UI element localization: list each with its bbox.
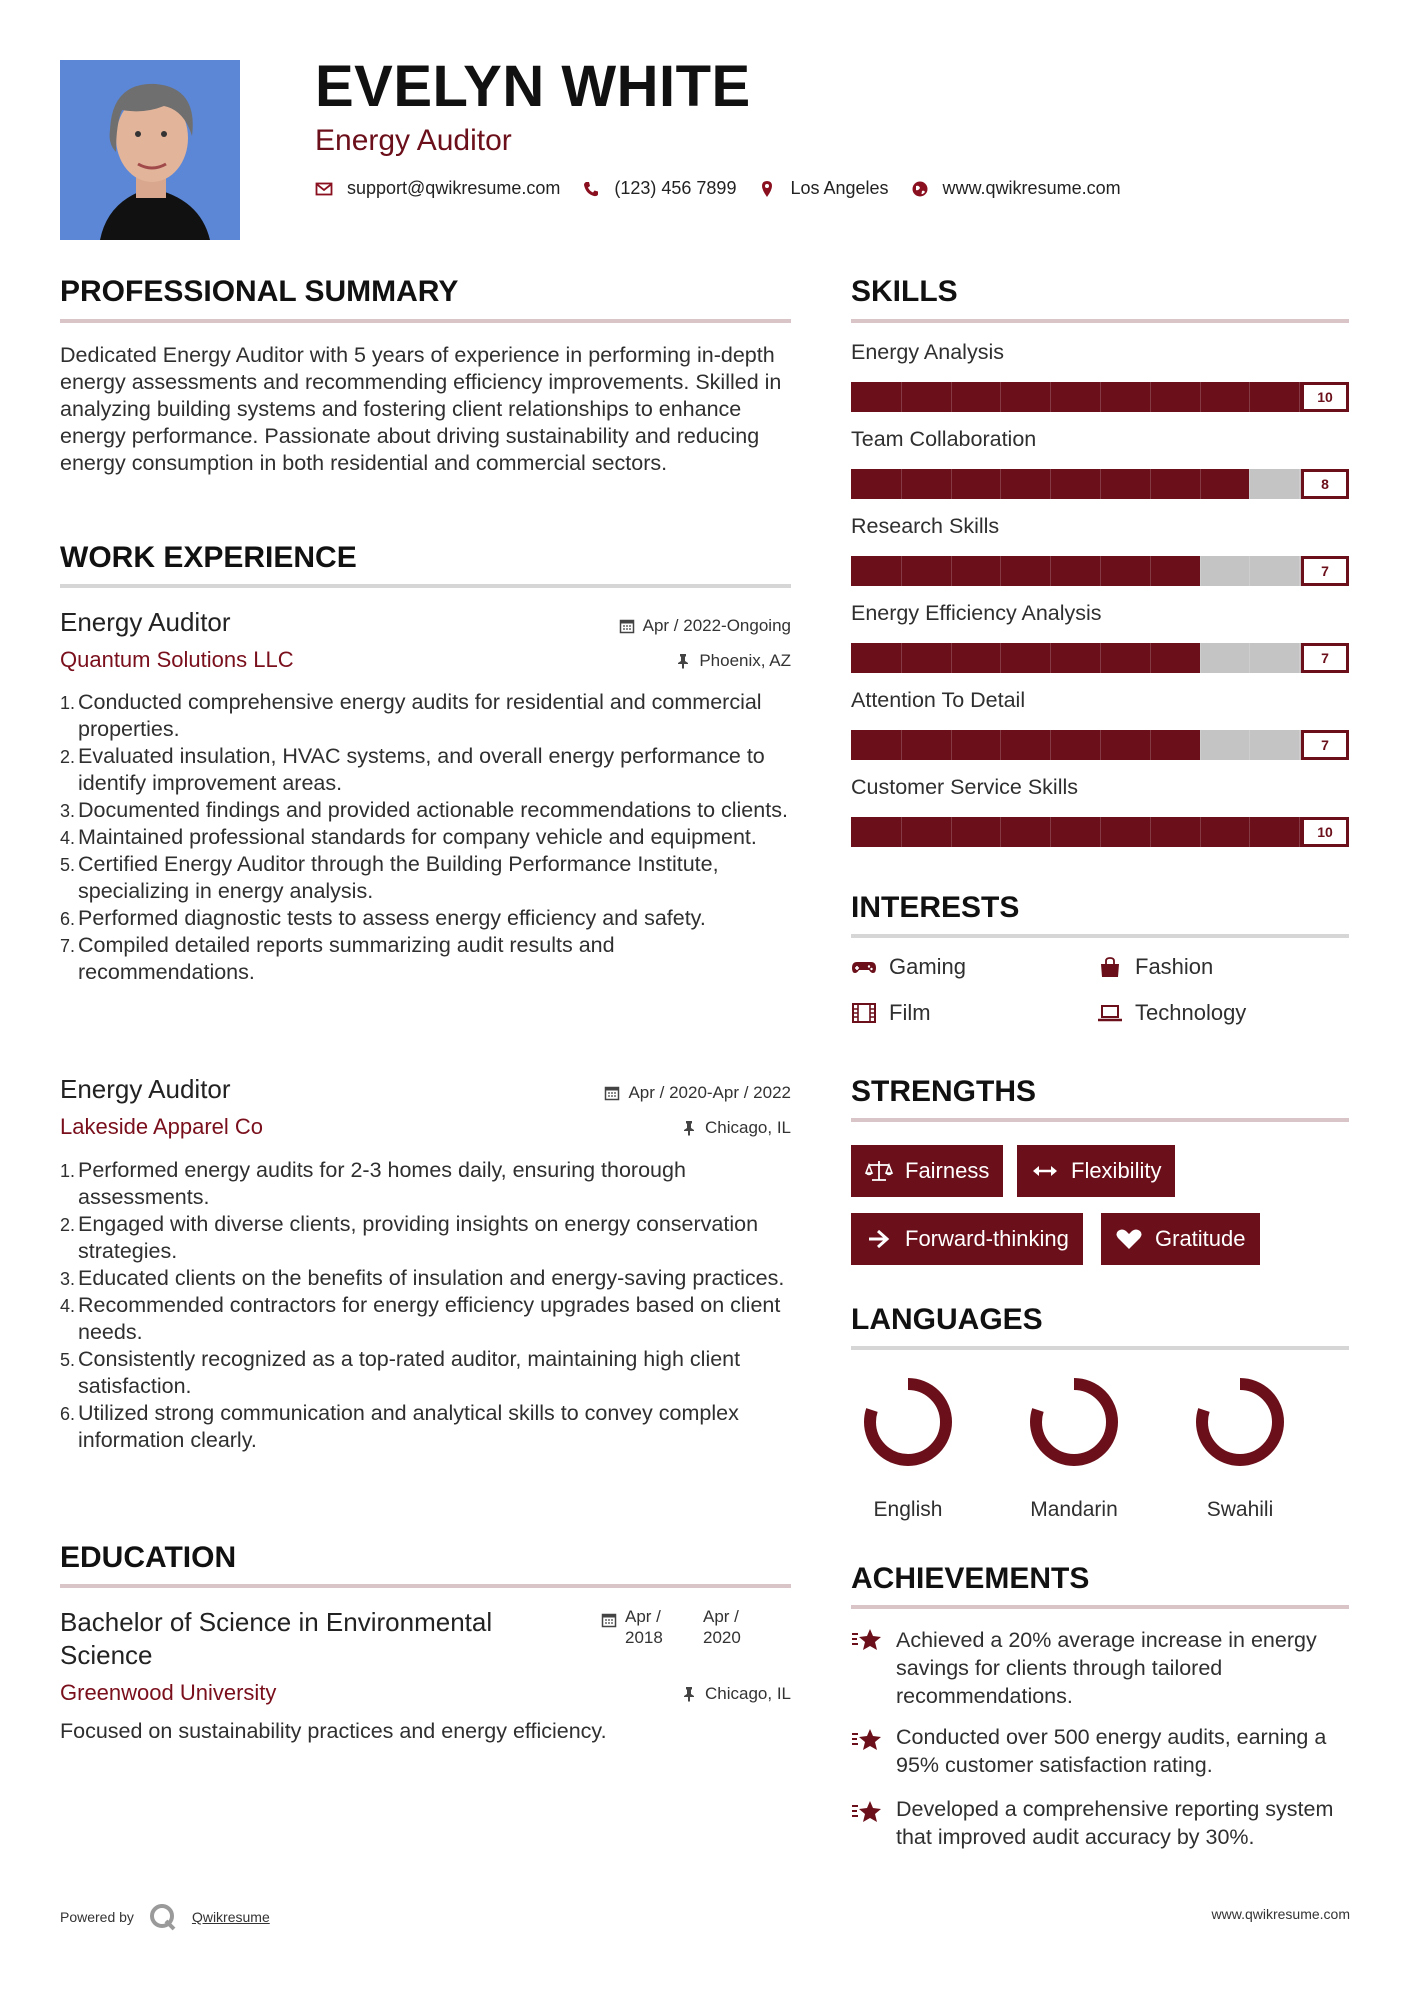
language-ring <box>1024 1372 1124 1472</box>
map-pin-icon <box>758 180 776 198</box>
shopping-bag-icon <box>1097 956 1123 978</box>
interest-label: Technology <box>1135 1000 1247 1025</box>
list-item: Evaluated insulation, HVAC systems, and overall energy performance to identify improvement areas. <box>78 744 765 795</box>
skill-level-value: 10 <box>1301 817 1349 847</box>
list-item: Maintained professional standards for company vehicle and equipment. <box>78 825 757 849</box>
powered-by-text: Powered by <box>60 1909 134 1925</box>
job-location-text: Phoenix, AZ <box>699 651 791 670</box>
job-dates <box>619 616 791 636</box>
list-item: Educated clients on the benefits of insulation and energy-saving practices. <box>78 1266 785 1290</box>
skill-segment-divider <box>1150 469 1151 499</box>
skill-segment-divider <box>951 469 952 499</box>
candidate-name: EVELYN WHITE <box>315 54 751 119</box>
strength-chip <box>851 1213 1083 1265</box>
skill-segment-divider <box>1100 730 1101 760</box>
language-item <box>1024 1372 1124 1522</box>
profile-photo <box>60 60 240 240</box>
scale-icon <box>865 1159 893 1183</box>
strength-label: Gratitude <box>1155 1226 1246 1251</box>
skill-level-value: 7 <box>1301 556 1349 586</box>
job-location-text: Chicago, IL <box>705 1118 791 1137</box>
skill-segment-divider <box>951 643 952 673</box>
job-company: Lakeside Apparel Co <box>60 1114 264 1139</box>
list-item: Performed energy audits for 2-3 homes daily, ensuring thorough assessments. <box>78 1158 686 1209</box>
job-location <box>675 651 791 671</box>
skill-segment-divider <box>1150 382 1151 412</box>
list-item: Performed diagnostic tests to assess energy efficiency and safety. <box>78 906 706 930</box>
footer-url[interactable]: www.qwikresume.com <box>1211 1906 1350 1922</box>
strength-chip <box>1017 1145 1175 1197</box>
skill-segment-divider <box>1100 817 1101 847</box>
skill-segment-divider <box>1000 643 1001 673</box>
achievement-item: Developed a comprehensive reporting system that improved audit accuracy by 30%. <box>896 1797 1334 1849</box>
language-ring <box>858 1372 958 1472</box>
language-name: Mandarin <box>1030 1498 1118 1521</box>
education-location-text: Chicago, IL <box>705 1684 791 1703</box>
skill-segment-divider <box>1100 382 1101 412</box>
contact-website[interactable] <box>911 178 1121 199</box>
skill-segment-divider <box>901 469 902 499</box>
skill-segment-divider <box>1050 469 1051 499</box>
skill-fill <box>851 730 1200 760</box>
education-dates <box>601 1606 755 1648</box>
job-dates <box>604 1083 791 1103</box>
skill-level-value: 7 <box>1301 643 1349 673</box>
interest-label: Film <box>889 1000 931 1025</box>
skill-segment-divider <box>1150 730 1151 760</box>
skill-level-value: 7 <box>1301 730 1349 760</box>
contact-bar <box>315 178 1143 199</box>
skill-segment-divider <box>1150 556 1151 586</box>
skill-segment-divider <box>1200 469 1201 499</box>
skill-segment-divider <box>1050 643 1051 673</box>
skill-segment-divider <box>1150 643 1151 673</box>
skill-bar <box>851 817 1349 847</box>
job-location <box>681 1118 791 1138</box>
candidate-title: Energy Auditor <box>315 124 512 157</box>
qwikresume-link[interactable]: Qwikresume <box>191 1909 270 1925</box>
skill-level-value: 8 <box>1301 469 1349 499</box>
job-company: Quantum Solutions LLC <box>60 647 294 672</box>
skill-segment-divider <box>1150 817 1151 847</box>
skill-segment-divider <box>1050 817 1051 847</box>
interest-item <box>851 954 966 980</box>
skill-bar <box>851 730 1349 760</box>
skill-segment-divider <box>1249 382 1250 412</box>
list-item: Documented findings and provided actionable recommendations to clients. <box>78 798 788 822</box>
summary-text: Dedicated Energy Auditor with 5 years of experience in performing in-depth energy assessments and recommending efficiency improvements. Skilled in analyzing building systems and fostering client relationships to enhance energy performance. Passionate about driving sustainability and reducing energy consumption in both residential and commercial sectors. <box>60 343 782 475</box>
pushpin-icon <box>681 1120 697 1136</box>
laptop-icon <box>1097 1002 1123 1024</box>
interest-item <box>851 1000 931 1026</box>
footer-powered-by <box>60 1902 270 1932</box>
skill-fill <box>851 556 1200 586</box>
list-item: Consistently recognized as a top-rated auditor, maintaining high client satisfaction. <box>78 1347 741 1398</box>
calendar-icon <box>619 618 635 634</box>
skill-bar <box>851 469 1349 499</box>
achievements-heading: ACHIEVEMENTS <box>851 1562 1090 1595</box>
interests-divider <box>851 934 1349 938</box>
pushpin-icon <box>681 1686 697 1702</box>
skill-segment-divider <box>1000 817 1001 847</box>
skill-segment-divider <box>901 817 902 847</box>
job-bullets <box>60 689 795 986</box>
skill-segment-divider <box>1200 730 1201 760</box>
globe-icon <box>911 180 929 198</box>
skill-segment-divider <box>951 817 952 847</box>
interest-label: Gaming <box>889 954 967 979</box>
list-item: Certified Energy Auditor through the Building Performance Institute, specializing in energy analysis. <box>78 852 719 903</box>
skill-segment-divider <box>1249 730 1250 760</box>
skill-bar <box>851 556 1349 586</box>
education-description: Focused on sustainability practices and energy efficiency. <box>60 1719 607 1743</box>
skill-segment-divider <box>1000 730 1001 760</box>
strength-label: Fairness <box>905 1158 990 1183</box>
strength-chip <box>851 1145 1003 1197</box>
language-item <box>858 1372 958 1522</box>
arrows-horizontal-icon <box>1031 1159 1059 1183</box>
summary-heading: PROFESSIONAL SUMMARY <box>60 275 459 308</box>
skill-segment-divider <box>1200 643 1201 673</box>
education-divider <box>60 1584 791 1588</box>
education-end: Apr / 2020 <box>703 1607 741 1647</box>
list-item: Engaged with diverse clients, providing insights on energy conservation strategies. <box>78 1212 759 1263</box>
list-item: Conducted comprehensive energy audits for residential and commercial properties. <box>78 690 762 741</box>
envelope-icon <box>315 180 333 198</box>
interests-heading: INTERESTS <box>851 891 1020 924</box>
skill-label: Customer Service Skills <box>851 775 1078 799</box>
contact-phone[interactable] <box>582 178 736 199</box>
achievement-item: Achieved a 20% average increase in energy savings for clients through tailored recommendations. <box>896 1628 1317 1708</box>
strength-label: Forward-thinking <box>905 1226 1069 1251</box>
job-dates-text: Apr / 2022-Ongoing <box>642 616 791 635</box>
skill-segment-divider <box>1100 643 1101 673</box>
pushpin-icon <box>675 653 691 669</box>
strength-chip <box>1101 1213 1260 1265</box>
summary-divider <box>60 319 791 323</box>
education-heading: EDUCATION <box>60 1541 237 1574</box>
list-item: Recommended contractors for energy efficiency upgrades based on client needs. <box>78 1293 781 1344</box>
skill-segment-divider <box>1050 730 1051 760</box>
language-item <box>1190 1372 1290 1522</box>
skill-segment-divider <box>1249 556 1250 586</box>
languages-heading: LANGUAGES <box>851 1303 1043 1336</box>
arrow-right-icon <box>865 1227 893 1251</box>
skill-segment-divider <box>901 730 902 760</box>
job-title: Energy Auditor <box>60 1074 231 1104</box>
skill-segment-divider <box>1200 556 1201 586</box>
skill-segment-divider <box>1249 643 1250 673</box>
skill-segment-divider <box>951 382 952 412</box>
contact-location <box>758 178 888 199</box>
education-degree: Bachelor of Science in Environmental Science <box>60 1607 493 1670</box>
gamepad-icon <box>851 956 877 978</box>
skill-segment-divider <box>1050 556 1051 586</box>
job-title: Energy Auditor <box>60 607 231 637</box>
skill-segment-divider <box>901 382 902 412</box>
skill-segment-divider <box>1249 469 1250 499</box>
skill-label: Research Skills <box>851 514 1000 538</box>
skill-segment-divider <box>1000 556 1001 586</box>
interest-label: Fashion <box>1135 954 1214 979</box>
qwikresume-logo-icon <box>148 1902 178 1932</box>
strength-label: Flexibility <box>1071 1158 1162 1183</box>
skill-segment-divider <box>1000 382 1001 412</box>
phone-text: (123) 456 7899 <box>614 178 737 198</box>
calendar-icon <box>604 1085 620 1101</box>
skill-segment-divider <box>951 730 952 760</box>
list-item: Utilized strong communication and analytical skills to convey complex information clearly. <box>78 1401 739 1452</box>
achievement-item: Conducted over 500 energy audits, earning a 95% customer satisfaction rating. <box>896 1725 1327 1777</box>
skills-divider <box>851 319 1349 323</box>
languages-divider <box>851 1346 1349 1350</box>
email-text: support@qwikresume.com <box>347 178 561 198</box>
heart-icon <box>1115 1227 1143 1251</box>
location-text: Los Angeles <box>790 178 889 198</box>
skill-bar <box>851 382 1349 412</box>
education-school: Greenwood University <box>60 1680 277 1705</box>
job-bullets <box>60 1157 795 1454</box>
education-location <box>681 1684 791 1704</box>
job-dates-text: Apr / 2020-Apr / 2022 <box>628 1083 791 1102</box>
skill-segment-divider <box>1100 469 1101 499</box>
language-ring <box>1190 1372 1290 1472</box>
skill-segment-divider <box>1200 817 1201 847</box>
skill-segment-divider <box>1200 382 1201 412</box>
website-text: www.qwikresume.com <box>942 178 1121 198</box>
skill-label: Attention To Detail <box>851 688 1026 712</box>
contact-email[interactable] <box>315 178 560 199</box>
language-name: English <box>873 1498 943 1521</box>
calendar-icon <box>601 1612 617 1628</box>
star-ribbon-icon <box>851 1798 883 1828</box>
achievements-divider <box>851 1605 1349 1609</box>
skill-segment-divider <box>1249 817 1250 847</box>
skill-segment-divider <box>951 556 952 586</box>
interest-item <box>1097 1000 1246 1026</box>
star-ribbon-icon <box>851 1726 883 1756</box>
skill-segment-divider <box>901 643 902 673</box>
skill-label: Team Collaboration <box>851 427 1037 451</box>
experience-divider <box>60 584 791 588</box>
skill-bar <box>851 643 1349 673</box>
skill-label: Energy Analysis <box>851 340 1004 364</box>
skill-label: Energy Efficiency Analysis <box>851 601 1102 625</box>
skill-segment-divider <box>1000 469 1001 499</box>
skill-segment-divider <box>1050 382 1051 412</box>
phone-icon <box>582 180 600 198</box>
language-name: Swahili <box>1206 1498 1274 1521</box>
star-ribbon-icon <box>851 1626 883 1656</box>
experience-heading: WORK EXPERIENCE <box>60 541 357 574</box>
film-icon <box>851 1002 877 1024</box>
skill-level-value: 10 <box>1301 382 1349 412</box>
strengths-divider <box>851 1118 1349 1122</box>
skill-segment-divider <box>901 556 902 586</box>
skill-segment-divider <box>1100 556 1101 586</box>
strengths-heading: STRENGTHS <box>851 1075 1037 1108</box>
list-item: Compiled detailed reports summarizing audit results and recommendations. <box>78 933 615 984</box>
interest-item <box>1097 954 1213 980</box>
education-start: Apr / 2018 <box>625 1607 663 1647</box>
skills-heading: SKILLS <box>851 275 958 308</box>
skill-fill <box>851 643 1200 673</box>
